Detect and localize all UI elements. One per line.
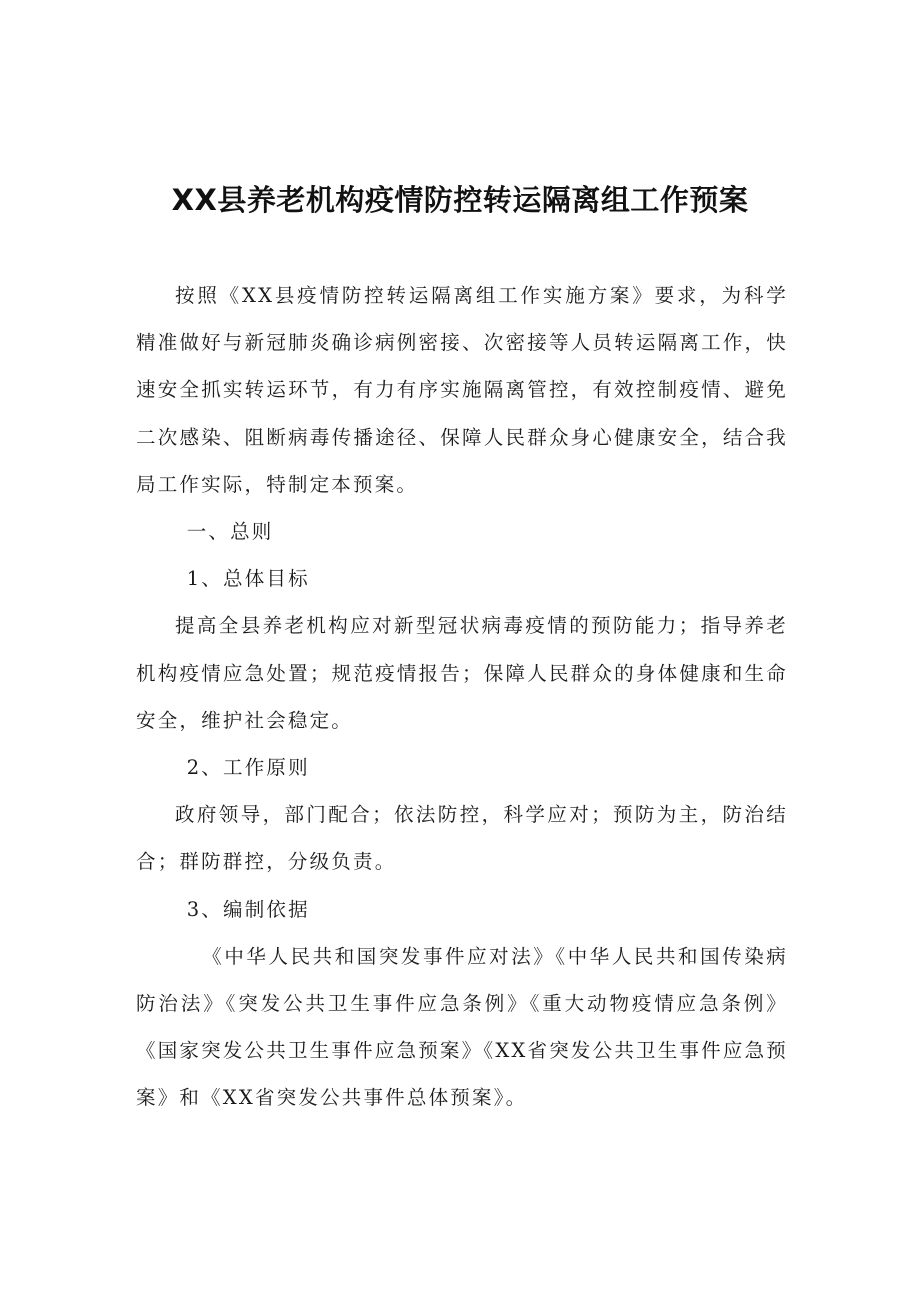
subheading-overall-goal: 1、总体目标 xyxy=(186,567,310,591)
paragraph-overall-goal: 提高全县养老机构应对新型冠状病毒疫情的预防能力；指导养老机构疫情应急处置；规范疫情报告；保障人民群众的身体健康和生命安全，维护社会稳定。 xyxy=(136,614,788,732)
subheading-work-principles: 2、工作原则 xyxy=(186,756,310,780)
document-body xyxy=(136,272,788,1122)
paragraph-work-principles: 政府领导，部门配合；依法防控，科学应对；预防为主，防治结合；群防群控，分级负责。 xyxy=(136,803,788,874)
paragraph-compilation-basis: 《中华人民共和国突发事件应对法》《中华人民共和国传染病防治法》《突发公共卫生事件应急条例》《重大动物疫情应急条例》《国家突发公共卫生事件应急预案》《XX省突发公共卫生事件应急预案》和《XX省突发公共事件总体预案》。 xyxy=(136,944,788,1110)
subheading-compilation-basis: 3、编制依据 xyxy=(186,897,310,921)
document-title: XX县养老机构疫情防控转运隔离组工作预案 xyxy=(171,183,749,217)
intro-paragraph: 按照《XX县疫情防控转运隔离组工作实施方案》要求，为科学精准做好与新冠肺炎确诊病例密接、次密接等人员转运隔离工作，快速安全抓实转运环节，有力有序实施隔离管控，有效控制疫情、避免二次感染、阻断病毒传播途径、保障人民群众身心健康安全，结合我局工作实际，特制定本预案。 xyxy=(136,284,788,496)
section-heading-general: 一、总则 xyxy=(186,520,274,544)
